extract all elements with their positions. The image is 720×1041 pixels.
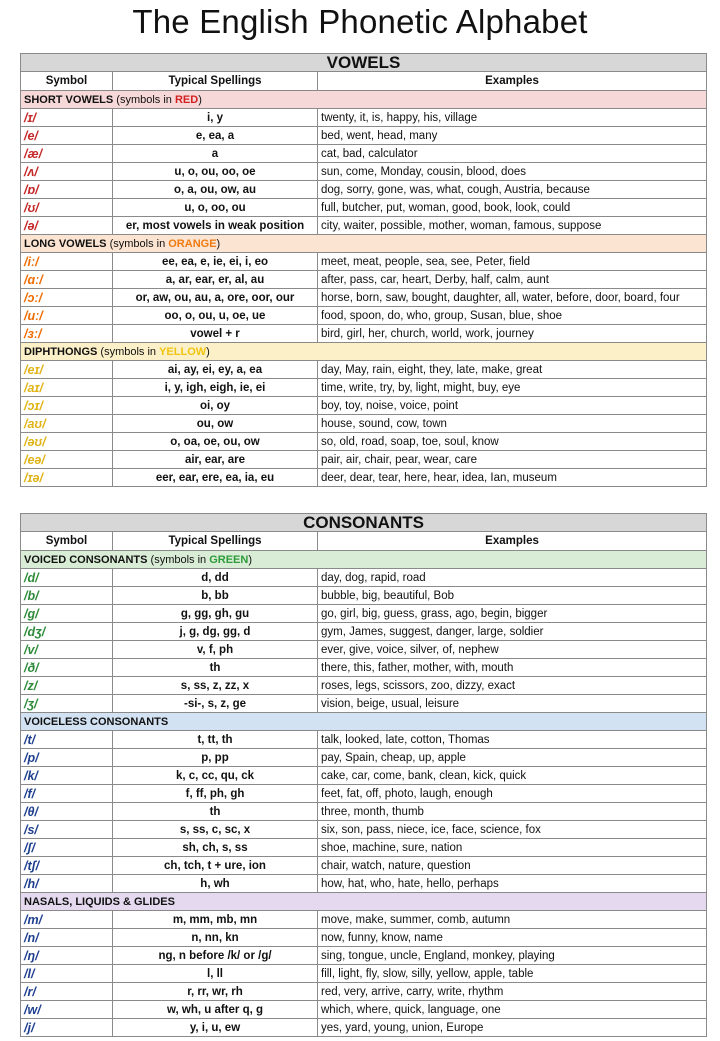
phoneme-symbol: /tʃ/ [21, 857, 113, 875]
typical-spellings: p, pp [113, 749, 318, 767]
typical-spellings: u, o, ou, oo, oe [113, 163, 318, 181]
category-note-suffix: ) [216, 237, 221, 250]
typical-spellings: a, ar, ear, er, al, au [113, 271, 318, 289]
table-row [21, 1019, 707, 1037]
phoneme-symbol: /h/ [21, 875, 113, 893]
examples: boy, toy, noise, voice, point [318, 397, 707, 415]
phoneme-symbol: /ð/ [21, 659, 113, 677]
table-row [21, 109, 707, 127]
examples: cat, bad, calculator [318, 145, 707, 163]
phoneme-symbol: /w/ [21, 1001, 113, 1019]
category-row [21, 893, 707, 911]
examples: meet, meat, people, sea, see, Peter, field [318, 253, 707, 271]
table-row [21, 695, 707, 713]
category-label: NASALS, LIQUIDS & GLIDES [24, 895, 175, 908]
table-row [21, 379, 707, 397]
examples: cake, car, come, bank, clean, kick, quick [318, 767, 707, 785]
symbol-column-header: Symbol [21, 532, 113, 551]
examples: pair, air, chair, pear, wear, care [318, 451, 707, 469]
category-label: DIPHTHONGS [24, 345, 98, 358]
typical-spellings: w, wh, u after q, g [113, 1001, 318, 1019]
phoneme-symbol: /p/ [21, 749, 113, 767]
phoneme-symbol: /ʌ/ [21, 163, 113, 181]
table-row [21, 839, 707, 857]
column-header-row [21, 532, 707, 551]
category-note [147, 554, 252, 566]
category-note-color: GREEN [209, 553, 249, 566]
table-row [21, 821, 707, 839]
phoneme-symbol: /uː/ [21, 307, 113, 325]
table-row [21, 271, 707, 289]
examples: ever, give, voice, silver, of, nephew [318, 641, 707, 659]
table-row [21, 731, 707, 749]
symbol-column-header: Symbol [21, 72, 113, 91]
vowels-table [20, 53, 707, 487]
examples: yes, yard, young, union, Europe [318, 1019, 707, 1037]
phoneme-symbol: /æ/ [21, 145, 113, 163]
phoneme-symbol: /n/ [21, 929, 113, 947]
typical-spellings: or, aw, ou, au, a, ore, oor, our [113, 289, 318, 307]
examples-column-header: Examples [318, 72, 707, 91]
typical-spellings: k, c, cc, qu, ck [113, 767, 318, 785]
examples: roses, legs, scissors, zoo, dizzy, exact [318, 677, 707, 695]
typical-spellings: -si-, s, z, ge [113, 695, 318, 713]
phoneme-symbol: /ɔː/ [21, 289, 113, 307]
examples: twenty, it, is, happy, his, village [318, 109, 707, 127]
examples-column-header: Examples [318, 532, 707, 551]
phoneme-symbol: /t/ [21, 731, 113, 749]
typical-spellings: l, ll [113, 965, 318, 983]
spellings-column-header: Typical Spellings [113, 72, 318, 91]
examples: sing, tongue, uncle, England, monkey, playing [318, 947, 707, 965]
category-note [107, 238, 221, 250]
examples: vision, beige, usual, leisure [318, 695, 707, 713]
phoneme-symbol: /ŋ/ [21, 947, 113, 965]
table-row [21, 929, 707, 947]
phoneme-symbol: /d/ [21, 569, 113, 587]
phoneme-symbol: /əʊ/ [21, 433, 113, 451]
typical-spellings: oo, o, ou, u, oe, ue [113, 307, 318, 325]
table-row [21, 803, 707, 821]
category-row [21, 713, 707, 731]
typical-spellings: air, ear, are [113, 451, 318, 469]
vowels-heading-row [21, 54, 707, 72]
category-note [97, 346, 209, 358]
table-row [21, 659, 707, 677]
category-note-prefix: (symbols in [150, 553, 210, 566]
typical-spellings: t, tt, th [113, 731, 318, 749]
phoneme-symbol: /f/ [21, 785, 113, 803]
examples: shoe, machine, sure, nation [318, 839, 707, 857]
typical-spellings: m, mm, mb, mn [113, 911, 318, 929]
phoneme-symbol: /l/ [21, 965, 113, 983]
examples: which, where, quick, language, one [318, 1001, 707, 1019]
typical-spellings: o, a, ou, ow, au [113, 181, 318, 199]
table-row [21, 587, 707, 605]
phoneme-symbol: /θ/ [21, 803, 113, 821]
consonants-table [20, 513, 707, 1037]
typical-spellings: n, nn, kn [113, 929, 318, 947]
category-nasal [21, 893, 707, 911]
phoneme-symbol: /ɜː/ [21, 325, 113, 343]
typical-spellings: j, g, dg, gg, d [113, 623, 318, 641]
examples: sun, come, Monday, cousin, blood, does [318, 163, 707, 181]
typical-spellings: v, f, ph [113, 641, 318, 659]
typical-spellings: i, y [113, 109, 318, 127]
phoneme-symbol: /r/ [21, 983, 113, 1001]
table-row [21, 623, 707, 641]
category-label: VOICED CONSONANTS [24, 553, 148, 566]
typical-spellings: vowel + r [113, 325, 318, 343]
table-row [21, 469, 707, 487]
typical-spellings: eer, ear, ere, ea, ia, eu [113, 469, 318, 487]
typical-spellings: th [113, 659, 318, 677]
examples: bird, girl, her, church, world, work, journey [318, 325, 707, 343]
table-row [21, 163, 707, 181]
examples: day, May, rain, eight, they, late, make, great [318, 361, 707, 379]
phoneme-symbol: /eə/ [21, 451, 113, 469]
table-row [21, 253, 707, 271]
typical-spellings: r, rr, wr, rh [113, 983, 318, 1001]
phoneme-symbol: /ʃ/ [21, 839, 113, 857]
examples: food, spoon, do, who, group, Susan, blue, shoe [318, 307, 707, 325]
category-label: LONG VOWELS [24, 237, 107, 250]
typical-spellings: th [113, 803, 318, 821]
typical-spellings: e, ea, a [113, 127, 318, 145]
typical-spellings: sh, ch, s, ss [113, 839, 318, 857]
phoneme-symbol: /e/ [21, 127, 113, 145]
category-label: SHORT VOWELS [24, 93, 114, 106]
category-short [21, 91, 707, 109]
examples: how, hat, who, hate, hello, perhaps [318, 875, 707, 893]
examples: dog, sorry, gone, was, what, cough, Austria, because [318, 181, 707, 199]
table-row [21, 677, 707, 695]
table-row [21, 1001, 707, 1019]
category-note-suffix: ) [248, 553, 253, 566]
table-row [21, 397, 707, 415]
table-row [21, 605, 707, 623]
category-note-prefix: (symbols in [100, 345, 160, 358]
typical-spellings: er, most vowels in weak position [113, 217, 318, 235]
category-note-prefix: (symbols in [109, 237, 169, 250]
category-note-suffix: ) [198, 93, 202, 106]
typical-spellings: y, i, u, ew [113, 1019, 318, 1037]
table-row [21, 451, 707, 469]
examples: go, girl, big, guess, grass, ago, begin, bigger [318, 605, 707, 623]
phoneme-symbol: /v/ [21, 641, 113, 659]
examples: full, butcher, put, woman, good, book, look, could [318, 199, 707, 217]
phoneme-symbol: /eɪ/ [21, 361, 113, 379]
examples: city, waiter, possible, mother, woman, famous, suppose [318, 217, 707, 235]
typical-spellings: a [113, 145, 318, 163]
typical-spellings: ai, ay, ei, ey, a, ea [113, 361, 318, 379]
typical-spellings: d, dd [113, 569, 318, 587]
table-row [21, 325, 707, 343]
table-row [21, 307, 707, 325]
table-row [21, 785, 707, 803]
examples: move, make, summer, comb, autumn [318, 911, 707, 929]
phoneme-symbol: /z/ [21, 677, 113, 695]
examples: red, very, arrive, carry, write, rhythm [318, 983, 707, 1001]
phoneme-symbol: /b/ [21, 587, 113, 605]
examples: gym, James, suggest, danger, large, soldier [318, 623, 707, 641]
table-row [21, 145, 707, 163]
category-note [113, 94, 202, 106]
page-title: The English Phonetic Alphabet [132, 3, 588, 40]
category-label: VOICELESS CONSONANTS [24, 715, 169, 728]
typical-spellings: ee, ea, e, ie, ei, i, eo [113, 253, 318, 271]
category-note-prefix: (symbols in [116, 93, 175, 106]
typical-spellings: b, bb [113, 587, 318, 605]
typical-spellings: o, oa, oe, ou, ow [113, 433, 318, 451]
table-row [21, 749, 707, 767]
examples: six, son, pass, niece, ice, face, science, fox [318, 821, 707, 839]
category-voiced [21, 551, 707, 569]
phoneme-symbol: /ɪə/ [21, 469, 113, 487]
vowels-heading: VOWELS [21, 54, 707, 72]
phoneme-symbol: /s/ [21, 821, 113, 839]
phoneme-symbol: /ʒ/ [21, 695, 113, 713]
table-row [21, 641, 707, 659]
table-row [21, 199, 707, 217]
examples: time, write, try, by, light, might, buy, eye [318, 379, 707, 397]
consonants-heading: CONSONANTS [21, 514, 707, 532]
phoneme-symbol: /ɒ/ [21, 181, 113, 199]
typical-spellings: f, ff, ph, gh [113, 785, 318, 803]
phoneme-symbol: /ə/ [21, 217, 113, 235]
phoneme-symbol: /aɪ/ [21, 379, 113, 397]
table-row [21, 181, 707, 199]
examples: house, sound, cow, town [318, 415, 707, 433]
examples: horse, born, saw, bought, daughter, all, water, before, door, board, four [318, 289, 707, 307]
examples: pay, Spain, cheap, up, apple [318, 749, 707, 767]
table-row [21, 983, 707, 1001]
table-row [21, 965, 707, 983]
typical-spellings: ch, tch, t + ure, ion [113, 857, 318, 875]
table-row [21, 415, 707, 433]
phoneme-symbol: /dʒ/ [21, 623, 113, 641]
phoneme-symbol: /ʊ/ [21, 199, 113, 217]
phoneme-symbol: /j/ [21, 1019, 113, 1037]
typical-spellings: s, ss, c, sc, x [113, 821, 318, 839]
table-row [21, 127, 707, 145]
examples: after, pass, car, heart, Derby, half, calm, aunt [318, 271, 707, 289]
category-row [21, 235, 707, 253]
table-row [21, 569, 707, 587]
spellings-column-header: Typical Spellings [113, 532, 318, 551]
category-row [21, 91, 707, 109]
examples: three, month, thumb [318, 803, 707, 821]
category-note-suffix: ) [206, 345, 210, 358]
phoneme-symbol: /ɑː/ [21, 271, 113, 289]
table-row [21, 857, 707, 875]
category-note-color: ORANGE [168, 237, 217, 250]
examples: feet, fat, off, photo, laugh, enough [318, 785, 707, 803]
category-row [21, 343, 707, 361]
table-row [21, 947, 707, 965]
examples: bed, went, head, many [318, 127, 707, 145]
table-row [21, 767, 707, 785]
category-long [21, 235, 707, 253]
category-diph [21, 343, 707, 361]
phoneme-symbol: /iː/ [21, 253, 113, 271]
typical-spellings: g, gg, gh, gu [113, 605, 318, 623]
examples: fill, light, fly, slow, silly, yellow, apple, table [318, 965, 707, 983]
phoneme-symbol: /k/ [21, 767, 113, 785]
typical-spellings: i, y, igh, eigh, ie, ei [113, 379, 318, 397]
examples: so, old, road, soap, toe, soul, know [318, 433, 707, 451]
examples: bubble, big, beautiful, Bob [318, 587, 707, 605]
phoneme-symbol: /m/ [21, 911, 113, 929]
typical-spellings: ou, ow [113, 415, 318, 433]
examples: day, dog, rapid, road [318, 569, 707, 587]
examples: there, this, father, mother, with, mouth [318, 659, 707, 677]
typical-spellings: u, o, oo, ou [113, 199, 318, 217]
examples: now, funny, know, name [318, 929, 707, 947]
table-row [21, 361, 707, 379]
category-row [21, 551, 707, 569]
examples: chair, watch, nature, question [318, 857, 707, 875]
typical-spellings: s, ss, z, zz, x [113, 677, 318, 695]
typical-spellings: h, wh [113, 875, 318, 893]
category-voiceless [21, 713, 707, 731]
examples: talk, looked, late, cotton, Thomas [318, 731, 707, 749]
category-note-color: RED [174, 93, 199, 106]
table-row [21, 289, 707, 307]
phoneme-symbol: /ɔɪ/ [21, 397, 113, 415]
phoneme-symbol: /aʊ/ [21, 415, 113, 433]
category-note-color: YELLOW [159, 345, 207, 358]
table-row [21, 875, 707, 893]
table-row [21, 217, 707, 235]
table-row [21, 433, 707, 451]
column-header-row [21, 72, 707, 91]
typical-spellings: oi, oy [113, 397, 318, 415]
examples: deer, dear, tear, here, hear, idea, Ian, museum [318, 469, 707, 487]
consonants-heading-row [21, 514, 707, 532]
table-row [21, 911, 707, 929]
typical-spellings: ng, n before /k/ or /g/ [113, 947, 318, 965]
phoneme-symbol: /g/ [21, 605, 113, 623]
phoneme-symbol: /ɪ/ [21, 109, 113, 127]
